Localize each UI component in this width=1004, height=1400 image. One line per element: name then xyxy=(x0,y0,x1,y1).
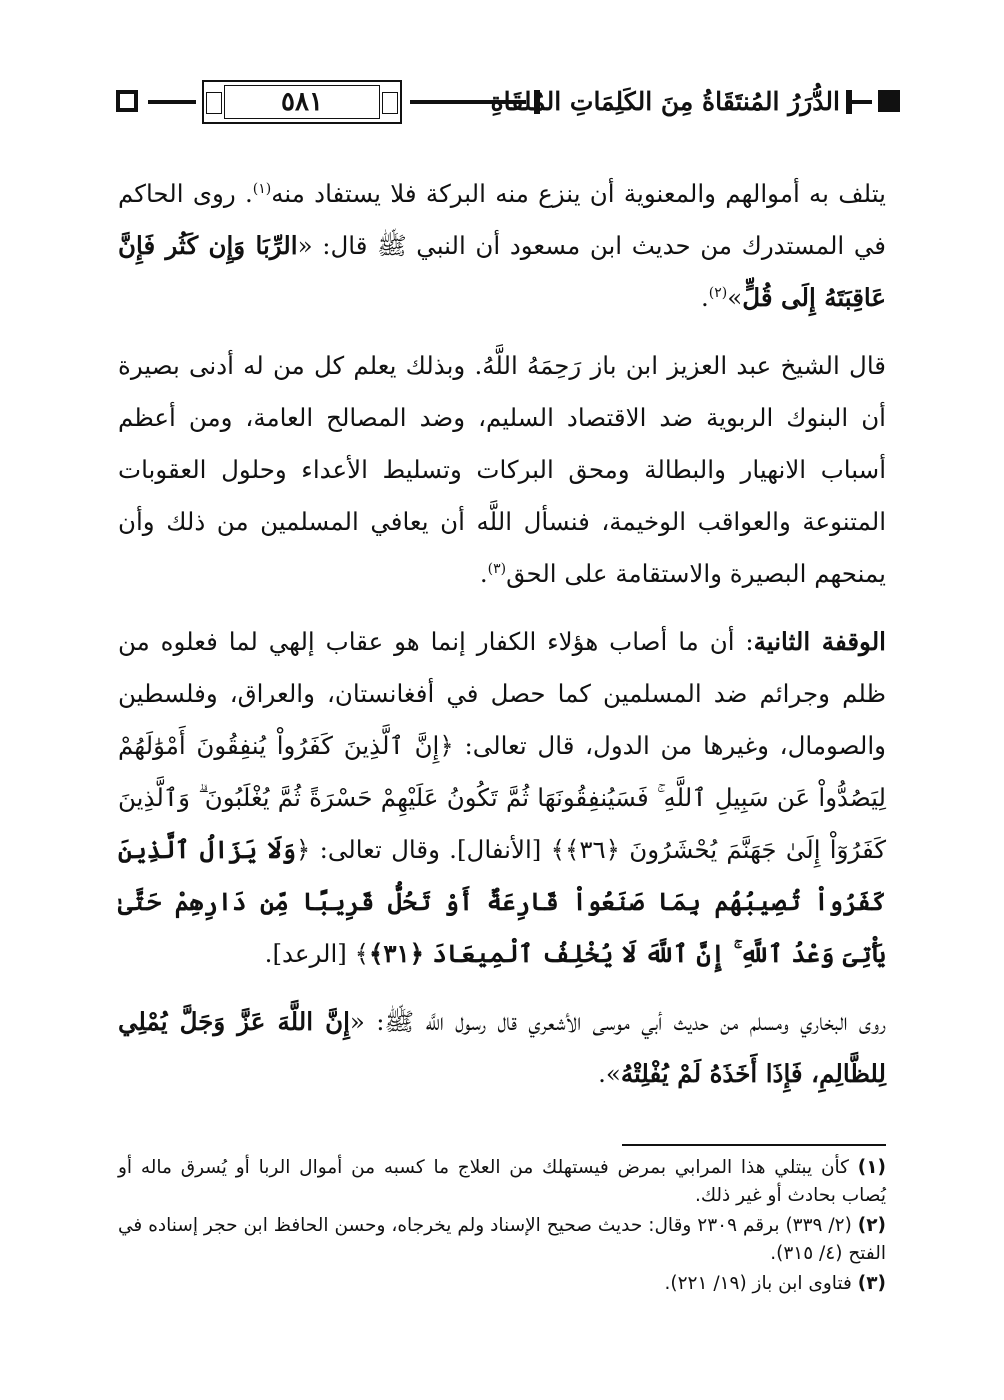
running-title: الدُّرَرُ المُنتَقَاةُ مِنَ الكَلِمَاتِ المُلقَاةِ xyxy=(490,87,840,116)
right-knot-ornament xyxy=(382,92,398,114)
text-run: » xyxy=(727,283,743,312)
quran-verse: إِنَّ ٱلَّذِينَ كَفَرُواْ يُنفِقُونَ أَمْوَٰلَهُمْ لِيَصُدُّواْ عَن سَبِيلِ ٱللَّهِ ۚ فَسَيُنفِقُونَهَا ثُمَّ تَكُونُ عَلَيْهِمْ حَسْرَةً ثُمَّ يُغْلَبُونَ ۗ وَٱلَّذِينَ كَفَرُوٓاْ إِلَىٰ جَهَنَّمَ يُحْشَرُونَ ﴿٣٦﴾ xyxy=(118,731,886,864)
footnote-number: (٣) xyxy=(857,1273,886,1294)
hadith-quote: إِنَّ اللَّهَ عَزَّ وَجَلَّ يُمْلِي لِلظَّالِمِ، فَإِذَا أَخَذَهُ لَمْ يُفْلِتْهُ xyxy=(118,1007,886,1088)
footnote-ref: (٣) xyxy=(487,560,507,577)
header-rule xyxy=(148,100,196,104)
paragraph xyxy=(118,996,886,1100)
text-run: ﴾ [الرعد]. xyxy=(264,939,369,968)
page-number: ٥٨١ xyxy=(273,87,331,117)
text-run: روى البخاري ومسلم من حديث أبي موسى الأشعري قال رسول اللَّه ﷺ: « xyxy=(349,1007,886,1036)
text-run: . xyxy=(701,283,709,312)
text-run: ﴾ [الأنفال]. وقال تعالى: ﴿ xyxy=(295,835,565,864)
main-text xyxy=(118,168,886,1116)
footnote-text: فتاوى ابن باز (١٩/ ٢٢١). xyxy=(664,1273,852,1294)
text-run: ». xyxy=(598,1059,621,1088)
footnote-text: (٢/ ٣٣٩) برقم ٢٣٠٩ وقال: حديث صحيح الإسناد ولم يخرجاه، وحسن الحافظ ابن حجر إسناده في الفتح (٤/ ٣١٥). xyxy=(118,1215,886,1264)
footnote-number: (١) xyxy=(857,1157,886,1178)
footnote-ref: (٢) xyxy=(708,284,728,301)
paragraph xyxy=(118,340,886,600)
footnote-text: كأن يبتلي هذا المرابي بمرض فيستهلك من العلاج ما كسبه من أموال الربا أو يُسرق ماله أو يُصاب بحادث أو غير ذلك. xyxy=(118,1157,886,1206)
footnote xyxy=(118,1154,886,1210)
section-lead: الوقفة الثانية xyxy=(753,627,886,656)
paragraph xyxy=(118,616,886,980)
page-header xyxy=(110,70,900,134)
text-run: قال الشيخ عبد العزيز ابن باز رَحِمَهُ اللَّهُ. وبذلك يعلم كل من له أدنى بصيرة أن البنوك الربوية ضد الاقتصاد السليم، وضد المصالح العامة، ومن أعظم أسباب الانهيار والبطالة ومحق البركات وتسليط الأعداء وحلول العقوبات المتنوعة والعواقب الوخيمة، فنسأل اللَّه أن يعافي المسلمين من ذلك وأن يمنحهم البصيرة والاستقامة على الحق xyxy=(118,351,886,588)
text-run: يتلف به أموالهم والمعنوية أن ينزع منه البركة فلا يستفاد منه xyxy=(271,179,886,208)
footnote-number: (٢) xyxy=(857,1215,886,1236)
hadith-quote: الرِّبَا وَإِن كَثُر فَإِنَّ عَاقِبَتَهُ إِلَى قُلٍّ xyxy=(118,231,886,312)
text-run: : أن ما أصاب هؤلاء الكفار إنما هو عقاب إلهي لما فعلوه من ظلم وجرائم ضد المسلمين كما حصل في أفغانستان، والعراق، وفلسطين والصومال، وغيرها من الدول، قال تعالى: ﴿ xyxy=(118,627,886,760)
paragraph xyxy=(118,168,886,324)
footnote xyxy=(118,1212,886,1268)
text-run: . روى الحاكم في المستدرك من حديث ابن مسعود أن النبي ﷺ قال: « xyxy=(118,179,886,260)
text-run: . xyxy=(479,559,488,588)
open-square-ornament xyxy=(116,90,138,112)
footnote xyxy=(118,1270,886,1298)
quran-verse: وَلَا يَزَالُ ٱلَّذِينَ كَفَرُواْ تُصِيبُهُم بِمَا صَنَعُواْ قَارِعَةٌ أَوْ تَحُلُّ قَرِيبًا مِّن دَارِهِمْ حَتَّىٰ يَأْتِىَ وَعْدُ ٱللَّهِ ۚ إِنَّ ٱللَّهَ لَا يُخْلِفُ ٱلْمِيعَادَ ﴿٣١﴾ xyxy=(118,835,886,968)
footnote-ref: (١) xyxy=(252,180,272,197)
solid-square-ornament xyxy=(878,90,900,112)
footnotes xyxy=(118,1154,886,1300)
header-rule xyxy=(852,100,872,104)
page-number-frame xyxy=(202,80,402,124)
footnote-separator xyxy=(622,1144,886,1146)
left-knot-ornament xyxy=(206,92,222,114)
